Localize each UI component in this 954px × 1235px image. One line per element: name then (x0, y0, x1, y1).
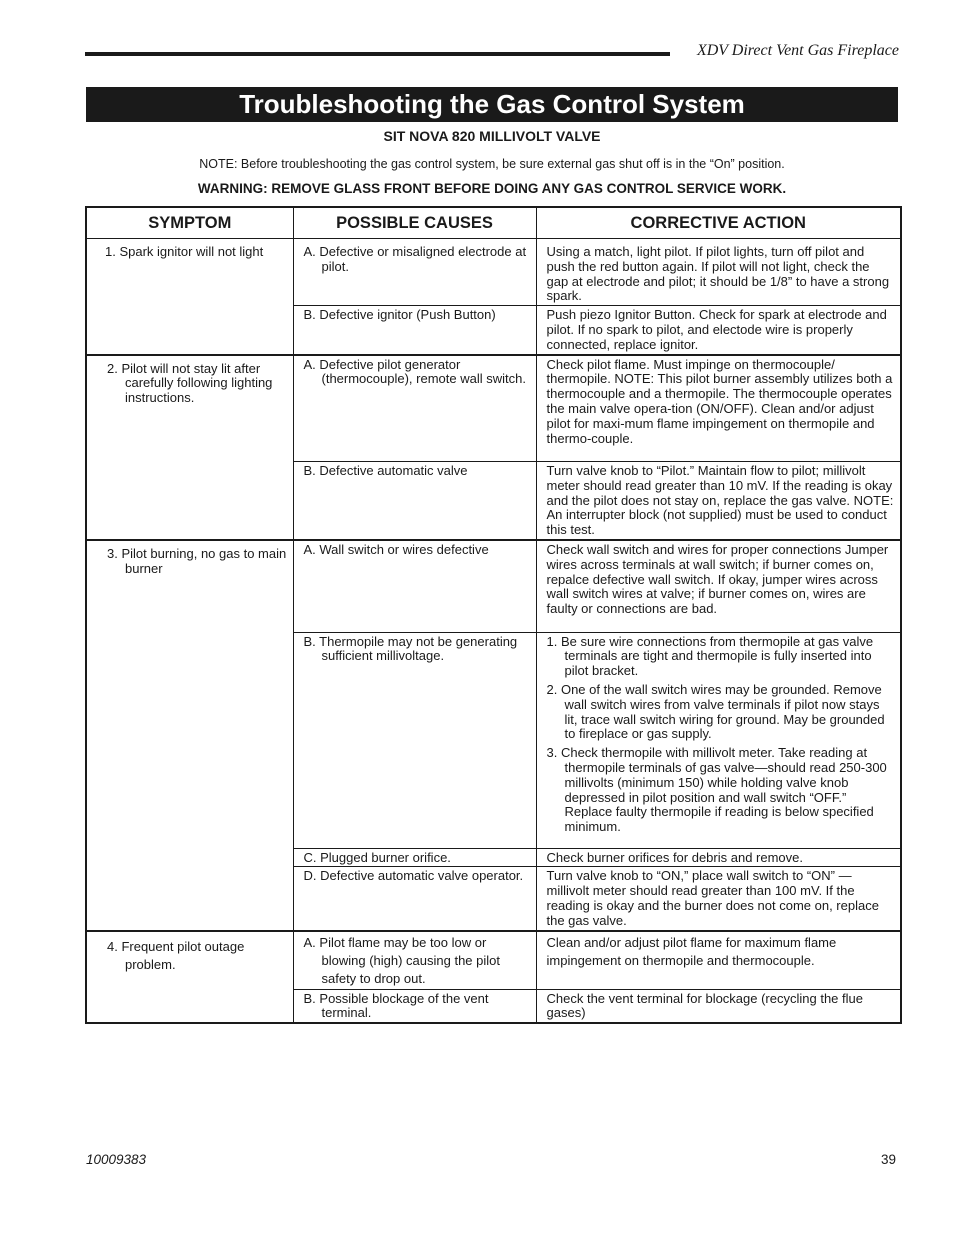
header-possible-causes: POSSIBLE CAUSES (293, 207, 536, 239)
symptom-text: 2. Pilot will not stay lit after carefully following lighting instructions. (107, 360, 273, 406)
cause-cell (293, 989, 536, 1023)
header-symptom: SYMPTOM (86, 207, 293, 239)
action-text: Check burner orifices for debris and remove. (546, 849, 804, 865)
header-corrective-action: CORRECTIVE ACTION (536, 207, 901, 239)
symptom-text: 4. Frequent pilot outage problem. (107, 938, 245, 972)
action-cell (536, 867, 901, 931)
cause-text: A. Wall switch or wires defective (303, 542, 489, 558)
cause-cell (293, 540, 536, 632)
cause-text: A. Defective pilot generator (thermocouple), remote wall switch. (303, 356, 526, 387)
cause-cell (293, 867, 536, 931)
action-text: Using a match, light pilot. If pilot lights, turn off pilot and push the red button again. If pilot will not light, check the gap at electrode and pilot; it should be 1/8” to have a strong spark. (546, 244, 890, 304)
action-cell (536, 848, 901, 867)
warning-text: WARNING: REMOVE GLASS FRONT BEFORE DOING ANY GAS CONTROL SERVICE WORK. (197, 181, 787, 196)
document-number: 10009383 (86, 1152, 147, 1167)
cause-text: D. Defective automatic valve operator. (303, 868, 524, 884)
note-text: NOTE: Before troubleshooting the gas control system, be sure external gas shut off is in the “On” position. (199, 157, 785, 171)
symptom-text: 1. Spark ignitor will not light (105, 244, 264, 259)
action-cell (536, 462, 901, 540)
action-text: Turn valve knob to “Pilot.” Maintain flow to pilot; millivolt meter should read greater than 10 mV. If the reading is okay and the pilot does not stay on, replace the gas valve. NOTE: An interrupter block (not supplied) must be used to conduct this test. (546, 463, 894, 538)
action-text: Check wall switch and wires for proper connections Jumper wires across terminals at wall switch; if burner comes on, repalce defective wall switch. If okay, jumper wires across wall switch wires at valve; if burner comes on, wires are faulty or connections are bad. (546, 542, 889, 617)
cause-text: B. Defective ignitor (Push Button) (303, 307, 496, 323)
cause-text: C. Plugged burner orifice. (303, 849, 451, 865)
action-cell (536, 632, 901, 848)
cause-cell (293, 931, 536, 990)
thermopile-step: 3. Check thermopile with millivolt meter. Take reading at thermopile terminals of gas valve—should read 250-300 millivolts (minimum 150) while holding valve knob depressed in pilot position and wall switch “OFF.” Replace faulty thermopile if reading is below specified minimum. (546, 745, 887, 835)
cause-text: B. Thermopile may not be generating sufficient millivoltage. (303, 633, 518, 664)
action-text: Turn valve knob to “ON,” place wall switch to “ON” — millivolt meter should read greater than 100 mV. If the reading is okay and the burner does not come on, replace the gas valve. (546, 868, 879, 928)
cause-cell (293, 355, 536, 462)
table-row (86, 239, 901, 306)
table-header-row (86, 207, 901, 239)
action-cell (536, 355, 901, 462)
action-text: Check pilot flame. Must impinge on thermocouple/ thermopile. NOTE: This pilot burner assembly utilizes both a thermocouple and a thermopile. The thermocouple operates the main valve opera-tion (ON/OFF). Clean and/or adjust pilot for maxi-mum flame impingement on thermopile and thermo-couple. (546, 356, 893, 446)
cause-text: B. Defective automatic valve (303, 463, 468, 479)
action-text: Clean and/or adjust pilot flame for maximum flame impingement on thermopile and thermocouple. (546, 934, 837, 968)
cause-cell (293, 462, 536, 540)
action-cell (536, 540, 901, 632)
action-cell (536, 931, 901, 990)
action-cell (536, 239, 901, 306)
action-text: Check the vent terminal for blockage (recycling the flue gases) (546, 990, 863, 1021)
thermopile-step: 1. Be sure wire connections from thermopile at gas valve terminals are tight and thermopile is fully inserted into pilot bracket. (546, 633, 874, 679)
header-rule (85, 52, 670, 56)
running-header: XDV Direct Vent Gas Fireplace (696, 42, 899, 59)
cause-cell (293, 239, 536, 306)
action-text: Push piezo Ignitor Button. Check for spark at electrode and pilot. If no spark to pilot, and electode wire is properly connected, replace ignitor. (546, 307, 887, 352)
cause-cell (293, 848, 536, 867)
symptom-text: 3. Pilot burning, no gas to main burner (107, 546, 287, 576)
table-row (86, 931, 901, 990)
page-title: Troubleshooting the Gas Control System (86, 87, 898, 122)
thermopile-step: 2. One of the wall switch wires may be grounded. Remove wall switch wires from valve terminals if pilot now stays lit, trace wall switch wiring for ground. May be grounded to fireplace or gas supply. (546, 681, 885, 742)
action-cell (536, 306, 901, 355)
symptom-cell (86, 355, 293, 540)
cause-text: A. Defective or misaligned electrode at pilot. (303, 244, 527, 274)
symptom-cell (86, 540, 293, 930)
section-subtitle: SIT NOVA 820 MILLIVOLT VALVE (383, 128, 601, 144)
cause-cell (293, 306, 536, 355)
symptom-cell (86, 931, 293, 1024)
table-row (86, 540, 901, 632)
cause-text: A. Pilot flame may be too low or blowing (high) causing the pilot safety to drop out. (303, 934, 500, 986)
cause-text: B. Possible blockage of the vent terminal. (303, 990, 489, 1021)
symptom-cell (86, 239, 293, 355)
cause-cell (293, 632, 536, 848)
table-row (86, 355, 901, 462)
action-cell (536, 989, 901, 1023)
page-number: 39 (880, 1152, 896, 1167)
troubleshooting-table (85, 206, 902, 1024)
